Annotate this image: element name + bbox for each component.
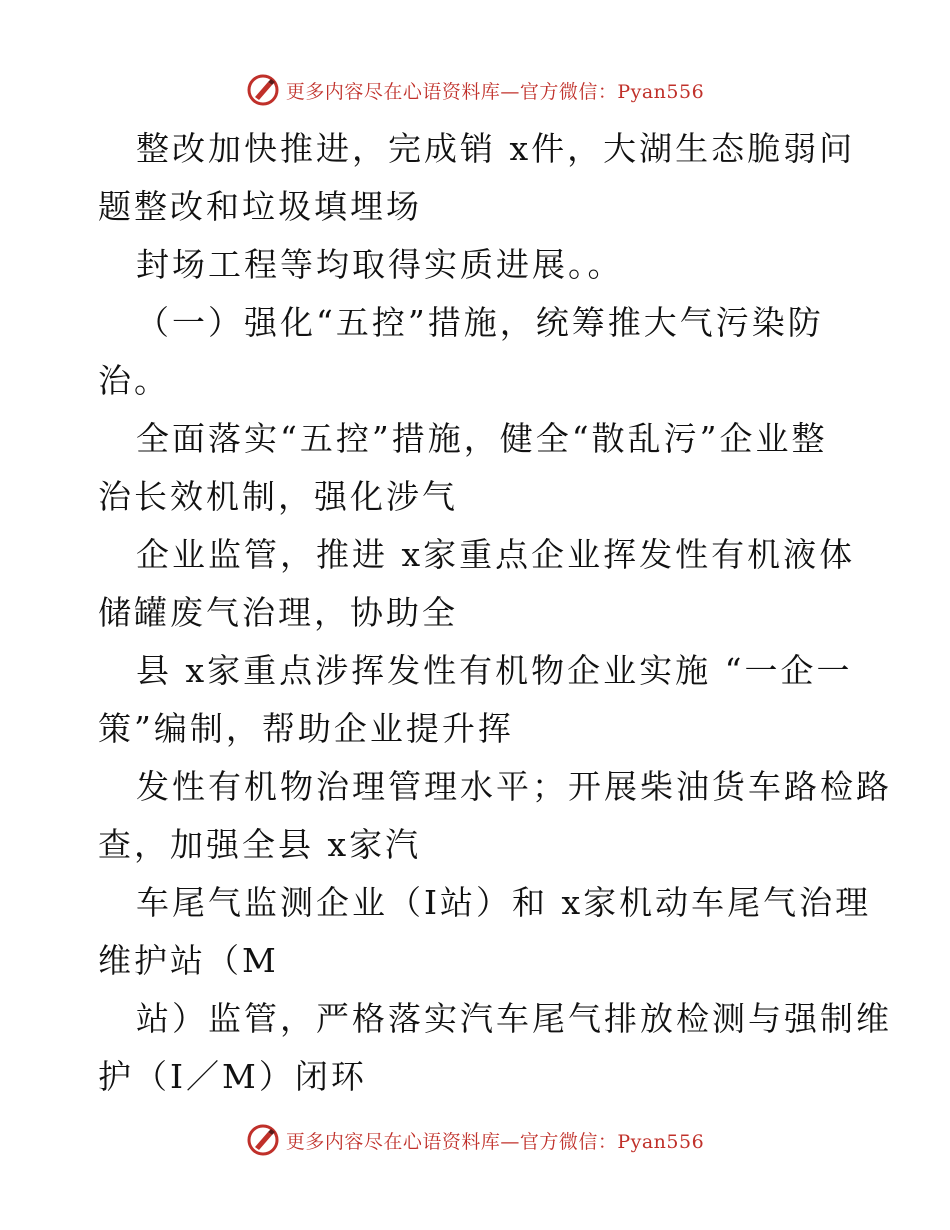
logo-icon	[246, 73, 280, 107]
text-line: （一）强化“五控”措施，统筹推大气污染防	[136, 303, 824, 342]
text-line: 策”编制，帮助企业提升挥	[98, 709, 514, 748]
document-body	[98, 120, 892, 1106]
text-line: 题整改和垃圾填埋场	[98, 187, 422, 226]
text-line: 站）监管，严格落实汽车尾气排放检测与强制维	[136, 999, 892, 1038]
text-line: 治。	[98, 361, 170, 400]
logo-icon	[246, 1123, 280, 1157]
text-line: 企业监管，推进 x家重点企业挥发性有机液体	[136, 535, 856, 574]
watermark-text: 更多内容尽在心语资料库—官方微信：Pyan556	[285, 80, 705, 103]
text-line: 护（I／M）闭环	[98, 1057, 367, 1096]
text-line: 维护站（M	[98, 941, 279, 980]
text-line: 储罐废气治理，协助全	[98, 593, 458, 632]
watermark-text: 更多内容尽在心语资料库—官方微信：Pyan556	[285, 1130, 705, 1153]
text-line: 整改加快推进，完成销 x件，大湖生态脆弱问	[136, 129, 856, 168]
text-line: 封场工程等均取得实质进展。。	[136, 245, 624, 284]
text-line: 查，加强全县 x家汽	[98, 825, 422, 864]
watermark-footer	[0, 1120, 950, 1160]
text-line: 发性有机物治理管理水平；开展柴油货车路检路	[136, 767, 892, 806]
text-line: 全面落实“五控”措施，健全“散乱污”企业整	[136, 419, 828, 458]
text-line: 县 x家重点涉挥发性有机物企业实施 “一企一	[136, 651, 853, 690]
text-line: 治长效机制，强化涉气	[98, 477, 458, 516]
watermark-header	[0, 70, 950, 110]
text-line: 车尾气监测企业（I站）和 x家机动车尾气治理	[136, 883, 872, 922]
